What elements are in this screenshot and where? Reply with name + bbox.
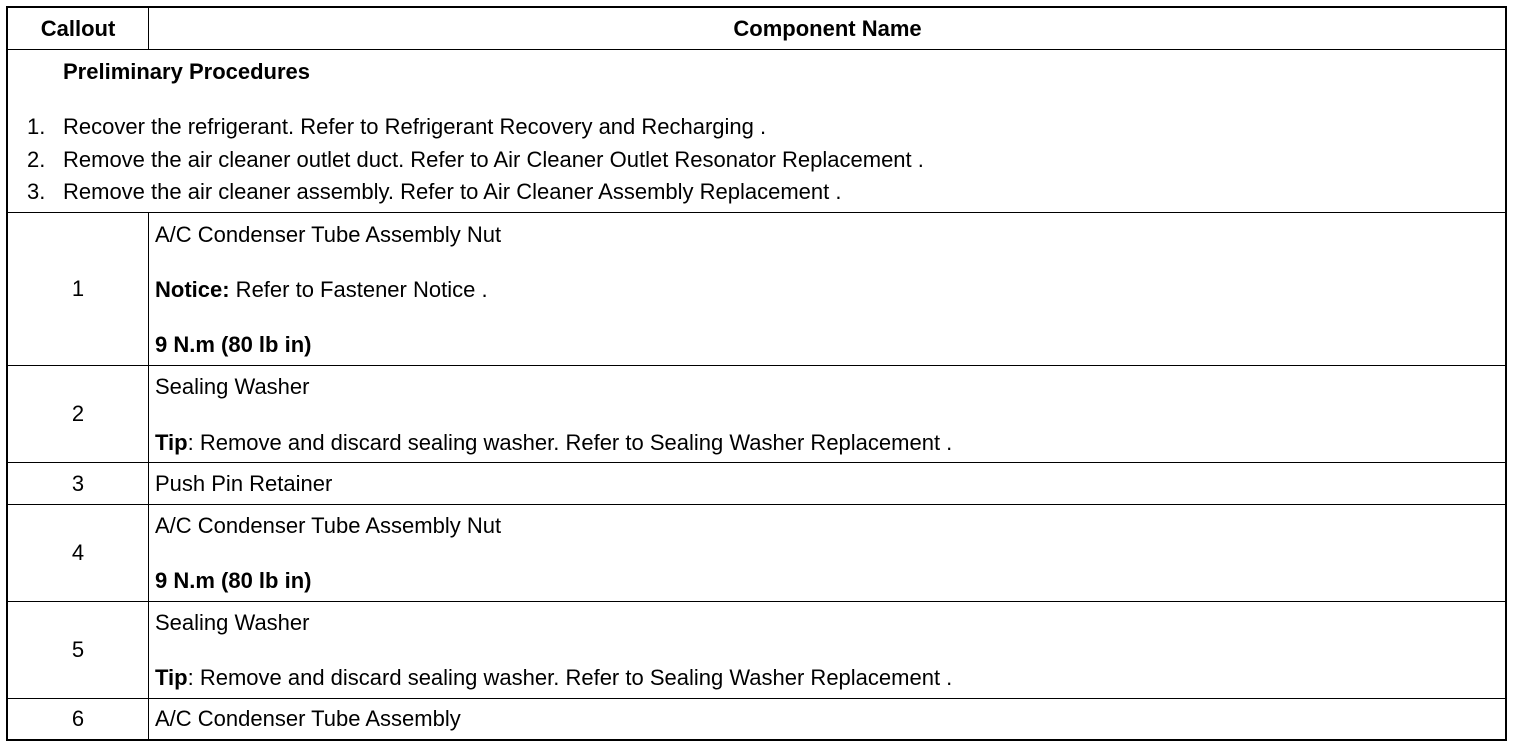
step-number: 1. [27,114,46,139]
step-number: 3. [27,179,46,204]
table-row [8,463,1505,505]
step-text: Remove the air cleaner assembly. Refer to Air Cleaner Assembly Replacement . [63,179,842,204]
component-name: A/C Condenser Tube Assembly Nut [155,513,502,538]
component-name: Sealing Washer [155,610,310,635]
tip-text: : Remove and discard sealing washer. Refer to Sealing Washer Replacement . [187,665,953,690]
component-name: Push Pin Retainer [155,471,333,496]
callout-cell: 5 [8,602,149,698]
preliminary-procedures-title: Preliminary Procedures [63,59,311,84]
component-name: A/C Condenser Tube Assembly [155,706,461,731]
component-cell [150,505,1505,601]
notice-line [155,277,488,303]
callout-cell: 3 [8,463,149,504]
table-row [8,699,1505,739]
callout-column-header: Callout [8,8,149,49]
notice-text: Refer to Fastener Notice . [229,277,488,302]
component-cell [150,366,1505,462]
step-text: Remove the air cleaner outlet duct. Refer to Air Cleaner Outlet Resonator Replacement . [63,147,924,172]
step-number: 2. [27,147,46,172]
step-text: Recover the refrigerant. Refer to Refrigerant Recovery and Recharging . [63,114,767,139]
table-row [8,602,1505,699]
tip-line [155,665,952,691]
component-name: Sealing Washer [155,374,310,399]
tip-label: Tip [155,665,188,690]
notice-label: Notice: [155,277,230,302]
callout-cell: 6 [8,699,149,739]
table-row [8,366,1505,463]
callout-cell: 1 [8,213,149,365]
component-cell [150,213,1505,365]
component-name-column-header: Component Name [733,15,922,41]
component-cell [150,463,1505,504]
tip-label: Tip [155,430,188,455]
component-cell [150,602,1505,698]
tip-line [155,430,952,456]
tip-text: : Remove and discard sealing washer. Refer to Sealing Washer Replacement . [187,430,953,455]
table-row [8,213,1505,366]
table-row [8,505,1505,602]
table-header-row [8,8,1505,50]
torque-spec: 9 N.m (80 lb in) [155,332,312,357]
callout-cell: 4 [8,505,149,601]
component-table [6,6,1507,741]
component-cell [150,699,1505,739]
torque-spec: 9 N.m (80 lb in) [155,568,312,593]
callout-cell: 2 [8,366,149,462]
preliminary-procedures-row [8,50,1505,213]
component-name: A/C Condenser Tube Assembly Nut [155,222,502,247]
